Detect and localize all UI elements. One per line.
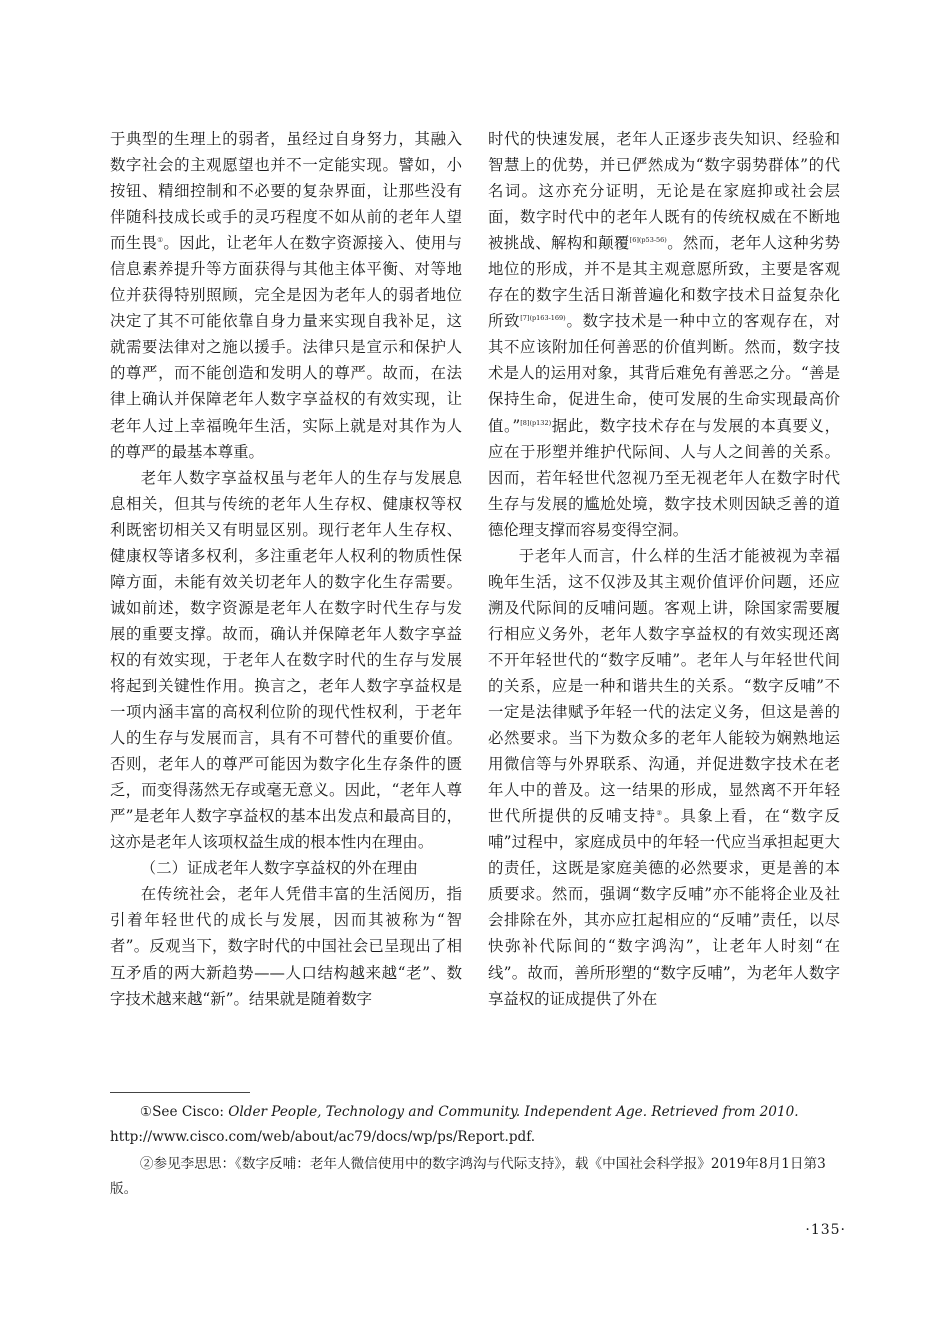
section-heading: （二）证成老年人数字享益权的外在理由 — [140, 859, 418, 878]
footnote-1: ①See Cisco: Older People, Technology and Community. Independent Age. Retrieved from 2010. http://www.cisco.com/web/about/ac79/docs/wp/ps/Report.pdf. — [110, 1104, 799, 1145]
footnote-divider — [110, 1092, 250, 1093]
footnote-2: ②参见李思思：《数字反哺：老年人微信使用中的数字鸿沟与代际支持》，载《中国社会科学报》2019年8月1日第3版。 — [110, 1156, 826, 1197]
page-number: ·135· — [805, 1222, 846, 1238]
right-paragraph-1: 时代的快速发展，老年人正逐步丧失知识、经验和智慧上的优势，并已俨然成为“数字弱势群体”的代名词。这亦充分证明，无论是在家庭抑或社会层面，数字时代中的老年人既有的传统权威在不断地被挑战、解构和颠覆$^{[6](p53-56)}$。然而，老年人这种劣势地位的形成，并不是其主观意愿所致，主要是客观存在的数字生活日渐普遍化和数字技术日益复杂化所致$^{[7](p163-169)}$。数字技术是一种中立的客观存在，对其不应该附加任何善恶的价值判断。然而，数字技术是人的运用对象，其背后难免有善恶之分。“善是保持生命，促进生命，使可发展的生命实现最高价值。”$^{[8](p132)}$据此，数字技术存在与发展的本真要义，应在于形塑并维护代际间、人与人之间善的关系。因而，若年轻世代忽视乃至无视老年人在数字时代生存与发展的尴尬处境，数字技术则因缺乏善的道德伦理支撑而容易变得空洞。 — [488, 130, 840, 539]
citation-7[interactable]: [7](p163-169) — [520, 314, 566, 323]
citation-6[interactable]: [6](p53-56) — [629, 236, 667, 245]
footnote-1-url[interactable]: http://www.cisco.com/web/about/ac79/docs/wp/ps/Report.pdf. — [110, 1129, 536, 1145]
citation-8[interactable]: [8](p132) — [520, 418, 552, 427]
footnote-ref-1[interactable]: ① — [157, 236, 164, 245]
left-paragraph-1: 于典型的生理上的弱者，虽经过自身努力，其融入数字社会的主观愿望也并不一定能实现。譬如，小按钮、精细控制和不必要的复杂界面，让那些没有伴随科技成长或手的灵巧程度不如从前的老年人望而生畏①。因此，让老年人在数字资源接入、使用与信息素养提升等方面获得与其他主体平衡、对等地位并获得特别照顾，完全是因为老年人的弱者地位决定了其不可能依靠自身力量来实现自我补足，这就需要法律对之施以援手。法律只是宣示和保护人的尊严，而不能创造和发明人的尊严。故而，在法律上确认并保障老年人数字享益权的有效实现，让老年人过上幸福晚年生活，实际上就是对其作为人的尊严的最基本尊重。 — [110, 130, 462, 461]
right-paragraph-2: 于老年人而言，什么样的生活才能被视为幸福晚年生活，这不仅涉及其主观价值评价问题，还应溯及代际间的反哺问题。客观上讲，除国家需要履行相应义务外，老年人数字享益权的有效实现还离不开年轻世代的“数字反哺”。老年人与年轻世代间的关系，应是一种和谐共生的关系。“数字反哺”不一定是法律赋予年轻一代的法定义务，但这是善的必然要求。当下为数众多的老年人能较为娴熟地运用微信等与外界联系、沟通，并促进数字技术在老年人中的普及。这一结果的形成，显然离不开年轻世代所提供的反哺支持②。具象上看，在“数字反哺”过程中，家庭成员中的年轻一代应当承担起更大的责任，这既是家庭美德的必然要求，更是善的本质要求。然而，强调“数字反哺”亦不能将企业及社会排除在外，其亦应扛起相应的“反哺”责任，以尽快弥补代际间的“数字鸿沟”，让老年人时刻“在线”。故而，善所形塑的“数字反哺”，为老年人数字享益权的证成提供了外在 — [488, 546, 840, 1008]
footnote-ref-2[interactable]: ② — [656, 809, 664, 818]
left-paragraph-3: 在传统社会，老年人凭借丰富的生活阅历，指引着年轻世代的成长与发展，因而其被称为“智者”。反观当下，数字时代的中国社会已呈现出了相互矛盾的两大新趋势——人口结构越来越“老”、数字技术越来越“新”。结果就是随着数字 — [110, 885, 462, 1008]
right-column — [488, 126, 840, 1012]
left-column — [110, 126, 462, 1012]
left-paragraph-2: 老年人数字享益权虽与老年人的生存与发展息息相关，但其与传统的老年人生存权、健康权等权利既密切相关又有明显区别。现行老年人生存权、健康权等诸多权利，多注重老年人权利的物质性保障方面，未能有效关切老年人的数字化生存需要。诚如前述，数字资源是老年人在数字时代生存与发展的重要支撑。故而，确认并保障老年人数字享益权的有效实现，于老年人在数字时代的生存与发展将起到关键性作用。换言之，老年人数字享益权是一项内涵丰富的高权利位阶的现代性权利，于老年人的生存与发展而言，具有不可替代的重要价值。否则，老年人的尊严可能因为数字化生存条件的匮乏，而变得荡然无存或毫无意义。因此，“老年人尊严”是老年人数字享益权的基本出发点和最高目的，这亦是老年人该项权益生成的根本性内在理由。 — [110, 468, 462, 852]
